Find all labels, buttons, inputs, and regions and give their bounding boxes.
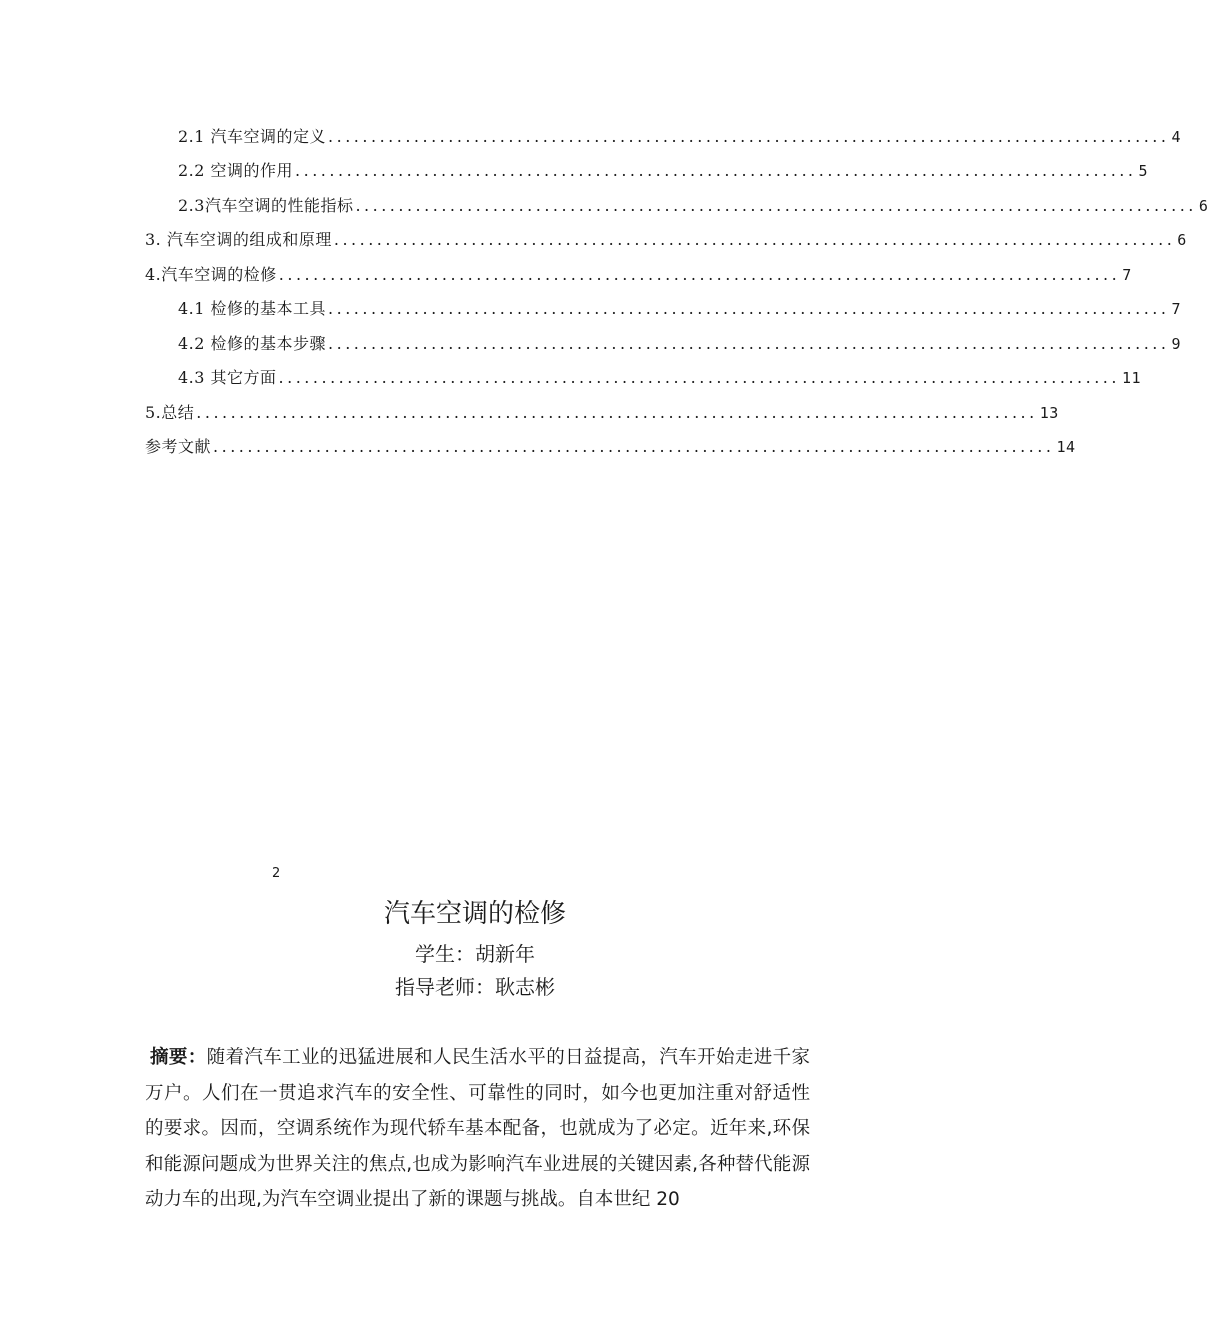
toc-entry-label: 2.2 空调的作用 [178,161,294,180]
abstract-label: 摘要： [150,1047,207,1068]
toc-entry[interactable] [145,228,1187,252]
toc-entry-page: 14 [1056,438,1076,456]
toc-entry-page: 5 [1138,162,1148,180]
toc-entry-page: 11 [1121,369,1142,387]
toc-leader-dots: .................................................................................................. [196,403,1038,422]
toc-entry[interactable] [145,435,1076,459]
toc-entry-label: 2.1 汽车空调的定义 [178,127,327,146]
toc-entry-page: 7 [1122,266,1132,284]
toc-entry[interactable] [178,159,1148,183]
toc-entry-page: 7 [1171,300,1181,318]
toc-entry-label: 4.汽车空调的检修 [145,265,277,284]
toc-leader-dots: .................................................................................................. [328,127,1170,146]
toc-leader-dots: .................................................................................................. [328,334,1170,353]
toc-leader-dots: .................................................................................................. [328,299,1170,318]
toc-entry-label: 4.2 检修的基本步骤 [178,334,327,353]
abstract-text: 随着汽车工业的迅猛进展和人民生活水平的日益提高，汽车开始走进千家万户。人们在一贯追求汽车的安全性、可靠性的同时，如今也更加注重对舒适性的要求。因而，空调系统作为现代轿车基本配备，也就成为了必定。近年来,环保和能源问题成为世界关注的焦点,也成为影响汽车业进展的关键因素,各种替代能源动力车的出现,为汽车空调业提出了新的课题与挑战。自本世纪 20 [145,1047,810,1210]
page-number: 2 [272,866,281,881]
toc-leader-dots: .................................................................................................. [213,437,1055,456]
toc-entry[interactable] [178,125,1181,149]
toc-entry-label: 2.3汽车空调的性能指标 [178,196,354,215]
toc-entry-label: 5.总结 [145,403,195,422]
toc-entry[interactable] [178,332,1181,356]
toc-entry-page: 13 [1039,404,1059,422]
toc-leader-dots: .................................................................................................. [278,265,1121,284]
toc-entry-label: 参考文献 [145,437,212,456]
toc-entry-label: 4.1 检修的基本工具 [178,299,327,318]
toc-leader-dots: .................................................................................................. [355,196,1197,215]
toc-entry[interactable] [145,263,1132,287]
student-line: 学生：胡新年 [415,942,535,966]
toc-entry-page: 6 [1177,231,1187,249]
toc-entry-page: 6 [1198,197,1208,215]
toc-leader-dots: .................................................................................................. [278,368,1120,387]
toc-leader-dots: .................................................................................................. [333,230,1176,249]
toc-entry[interactable] [178,366,1142,390]
toc-entry[interactable] [178,194,1208,218]
toc-entry[interactable] [178,297,1181,321]
toc-entry-page: 9 [1171,335,1181,353]
toc-entry-label: 4.3 其它方面 [178,368,277,387]
abstract-paragraph [145,1040,810,1218]
toc-entry-page: 4 [1171,128,1181,146]
document-title: 汽车空调的检修 [383,899,566,929]
advisor-line: 指导老师：耿志彬 [395,975,555,999]
toc-entry-label: 3. 汽车空调的组成和原理 [145,230,332,249]
toc-leader-dots: .................................................................................................. [295,161,1137,180]
toc-entry[interactable] [145,401,1059,425]
